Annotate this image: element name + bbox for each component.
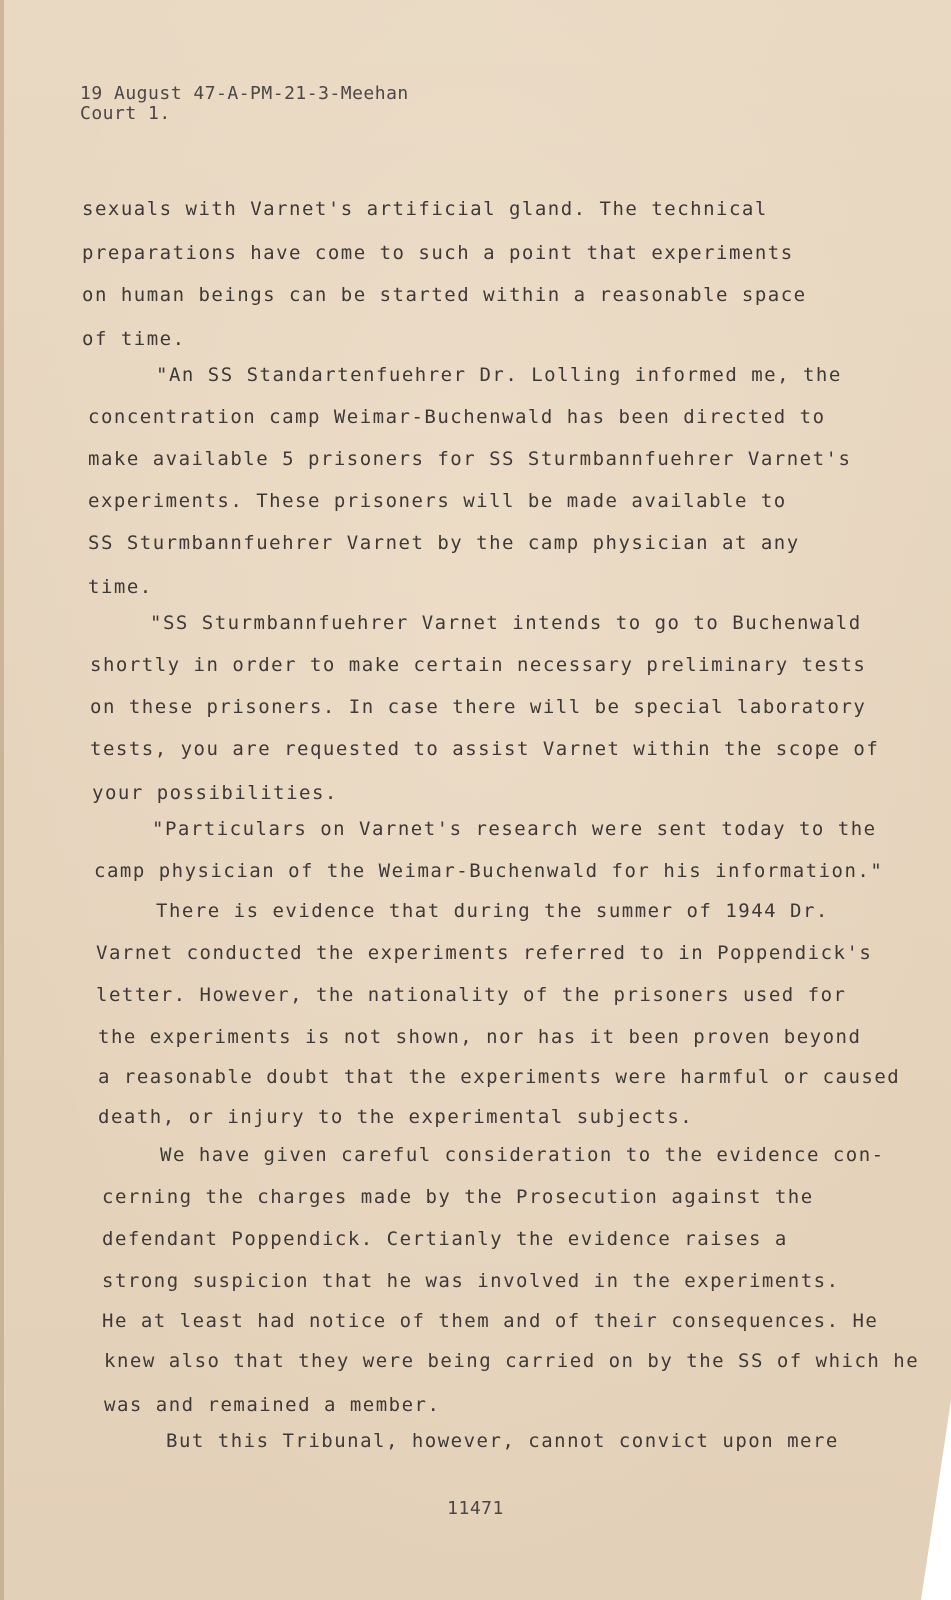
page-number: 11471 bbox=[447, 1498, 504, 1519]
header-line-1: 19 August 47-A-PM-21-3-Meehan bbox=[80, 83, 409, 104]
text-line: experiments. These prisoners will be made available to bbox=[88, 490, 787, 512]
text-line: camp physician of the Weimar-Buchenwald for his information." bbox=[94, 860, 884, 882]
text-line: defendant Poppendick. Certianly the evidence raises a bbox=[102, 1228, 788, 1250]
text-line: a reasonable doubt that the experiments were harmful or caused bbox=[98, 1066, 901, 1088]
text-line: on human beings can be started within a reasonable space bbox=[82, 284, 807, 306]
text-line: tests, you are requested to assist Varnet within the scope of bbox=[90, 738, 880, 760]
text-line: "Particulars on Varnet's research were sent today to the bbox=[152, 818, 877, 840]
text-line: There is evidence that during the summer of 1944 Dr. bbox=[156, 900, 829, 922]
text-line: the experiments is not shown, nor has it been proven beyond bbox=[98, 1026, 862, 1048]
page-edge bbox=[0, 0, 4, 1600]
text-line: knew also that they were being carried on by the SS of which he bbox=[104, 1350, 920, 1372]
text-line: time. bbox=[88, 576, 153, 598]
page-corner bbox=[921, 1400, 951, 1600]
text-line: make available 5 prisoners for SS Sturmbannfuehrer Varnet's bbox=[88, 448, 852, 470]
text-line: strong suspicion that he was involved in the experiments. bbox=[102, 1270, 840, 1292]
text-line: concentration camp Weimar-Buchenwald has been directed to bbox=[88, 406, 826, 428]
text-line: your possibilities. bbox=[92, 782, 338, 804]
text-line: cerning the charges made by the Prosecution against the bbox=[102, 1186, 814, 1208]
text-line: preparations have come to such a point that experiments bbox=[82, 242, 794, 264]
text-line: shortly in order to make certain necessary preliminary tests bbox=[90, 654, 867, 676]
text-line: on these prisoners. In case there will be special laboratory bbox=[90, 696, 867, 718]
text-line: But this Tribunal, however, cannot convict upon mere bbox=[166, 1430, 839, 1452]
text-line: SS Sturmbannfuehrer Varnet by the camp physician at any bbox=[88, 532, 800, 554]
text-line: He at least had notice of them and of their consequences. He bbox=[102, 1310, 879, 1332]
text-line: sexuals with Varnet's artificial gland. The technical bbox=[82, 198, 768, 220]
text-line: Varnet conducted the experiments referred to in Poppendick's bbox=[96, 942, 873, 964]
header-line-2: Court 1. bbox=[80, 103, 171, 124]
text-line: We have given careful consideration to the evidence con- bbox=[160, 1144, 885, 1166]
text-line: letter. However, the nationality of the prisoners used for bbox=[96, 984, 847, 1006]
text-line: "An SS Standartenfuehrer Dr. Lolling informed me, the bbox=[156, 364, 842, 386]
text-line: death, or injury to the experimental subjects. bbox=[98, 1106, 694, 1128]
text-line: "SS Sturmbannfuehrer Varnet intends to go to Buchenwald bbox=[150, 612, 862, 634]
document-header bbox=[80, 84, 409, 124]
text-line: was and remained a member. bbox=[104, 1394, 441, 1416]
text-line: of time. bbox=[82, 328, 186, 350]
